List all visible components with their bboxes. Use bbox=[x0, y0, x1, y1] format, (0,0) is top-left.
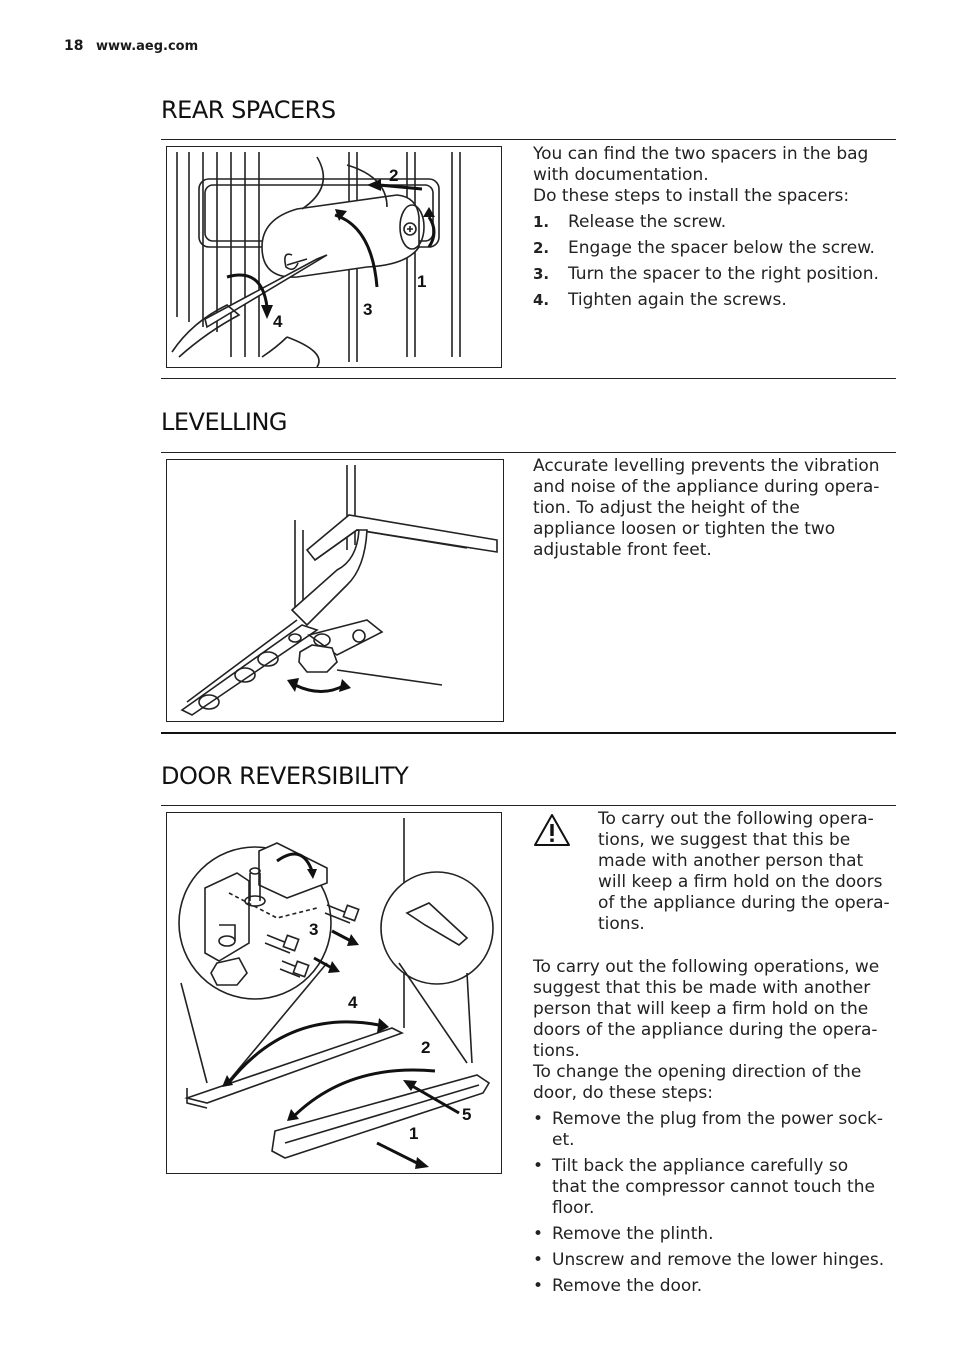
step-item bbox=[533, 238, 883, 259]
bullet: • bbox=[533, 1224, 544, 1244]
step-number: 2. bbox=[533, 239, 550, 257]
fig-label-4: 4 bbox=[273, 312, 283, 331]
fig-label-2: 2 bbox=[421, 1038, 431, 1057]
rear-spacers-steps bbox=[533, 212, 883, 311]
door-para-2: To change the opening direction of the door, do these steps: bbox=[533, 1062, 862, 1103]
list-item bbox=[533, 1224, 885, 1245]
step-item bbox=[533, 212, 883, 233]
step-text: Engage the spacer below the screw. bbox=[568, 238, 875, 258]
door-para-1: To carry out the following operations, we suggest that this be made with another person that will keep a firm hold on the doors of the appliance during the opera-tions. bbox=[533, 957, 880, 1061]
fig-label-5: 5 bbox=[462, 1105, 472, 1124]
fig-label-4: 4 bbox=[348, 993, 358, 1012]
door-reversibility-text bbox=[533, 957, 885, 1302]
step-text: Tighten again the screws. bbox=[568, 290, 787, 310]
list-item-text: Remove the plug from the power sock-et. bbox=[552, 1109, 883, 1150]
rear-spacers-figure bbox=[166, 146, 502, 368]
levelling-figure bbox=[166, 459, 504, 722]
step-number: 3. bbox=[533, 265, 550, 283]
step-number: 1. bbox=[533, 213, 550, 231]
list-item bbox=[533, 1250, 885, 1271]
warning-text: To carry out the following opera-tions, we suggest that this be made with another person that will keep a firm hold on the doors of the appliance during the opera-tions. bbox=[598, 809, 890, 934]
list-item-text: Unscrew and remove the lower hinges. bbox=[552, 1250, 885, 1270]
step-item bbox=[533, 264, 883, 285]
list-item bbox=[533, 1156, 885, 1219]
bullet: • bbox=[533, 1250, 544, 1270]
fig-label-1: 1 bbox=[417, 272, 427, 291]
list-item bbox=[533, 1109, 885, 1151]
list-item-text: Tilt back the appliance carefully so that the compressor cannot touch the floor. bbox=[552, 1156, 875, 1218]
levelling-heading: LEVELLING bbox=[161, 408, 287, 436]
step-item bbox=[533, 290, 883, 311]
list-item-text: Remove the plinth. bbox=[552, 1224, 714, 1244]
section-divider bbox=[161, 732, 896, 734]
step-number: 4. bbox=[533, 291, 550, 309]
step-text: Turn the spacer to the right position. bbox=[568, 264, 879, 284]
section-divider bbox=[161, 805, 896, 806]
bullet: • bbox=[533, 1109, 544, 1129]
fig-label-3: 3 bbox=[363, 300, 373, 319]
rear-spacers-intro-2: Do these steps to install the spacers: bbox=[533, 186, 850, 206]
section-divider bbox=[161, 452, 896, 453]
levelling-text: Accurate levelling prevents the vibration and noise of the appliance during opera-tion. To adjust the height of the appliance loosen or tighten the two adjustable front feet. bbox=[533, 456, 880, 560]
fig-label-2: 2 bbox=[389, 166, 399, 185]
door-reversibility-illustration bbox=[167, 813, 501, 1173]
rear-spacers-heading: REAR SPACERS bbox=[161, 96, 336, 124]
fig-label-1: 1 bbox=[409, 1124, 419, 1143]
page-number: 18 bbox=[64, 38, 84, 54]
list-item-text: Remove the door. bbox=[552, 1276, 703, 1296]
section-divider bbox=[161, 378, 896, 379]
website-url[interactable]: www.aeg.com bbox=[96, 39, 199, 54]
levelling-illustration bbox=[167, 460, 503, 721]
rear-spacers-illustration bbox=[167, 147, 501, 367]
rear-spacers-intro-1: You can find the two spacers in the bag with documentation. bbox=[533, 144, 869, 185]
bullet: • bbox=[533, 1276, 544, 1296]
door-reversibility-heading: DOOR REVERSIBILITY bbox=[161, 762, 409, 790]
section-divider bbox=[161, 139, 896, 140]
door-steps-list bbox=[533, 1109, 885, 1297]
fig-label-3: 3 bbox=[309, 920, 319, 939]
list-item bbox=[533, 1276, 885, 1297]
step-text: Release the screw. bbox=[568, 212, 727, 232]
warning-icon bbox=[533, 813, 571, 847]
bullet: • bbox=[533, 1156, 544, 1176]
door-reversibility-figure bbox=[166, 812, 502, 1174]
rear-spacers-text bbox=[533, 144, 883, 316]
